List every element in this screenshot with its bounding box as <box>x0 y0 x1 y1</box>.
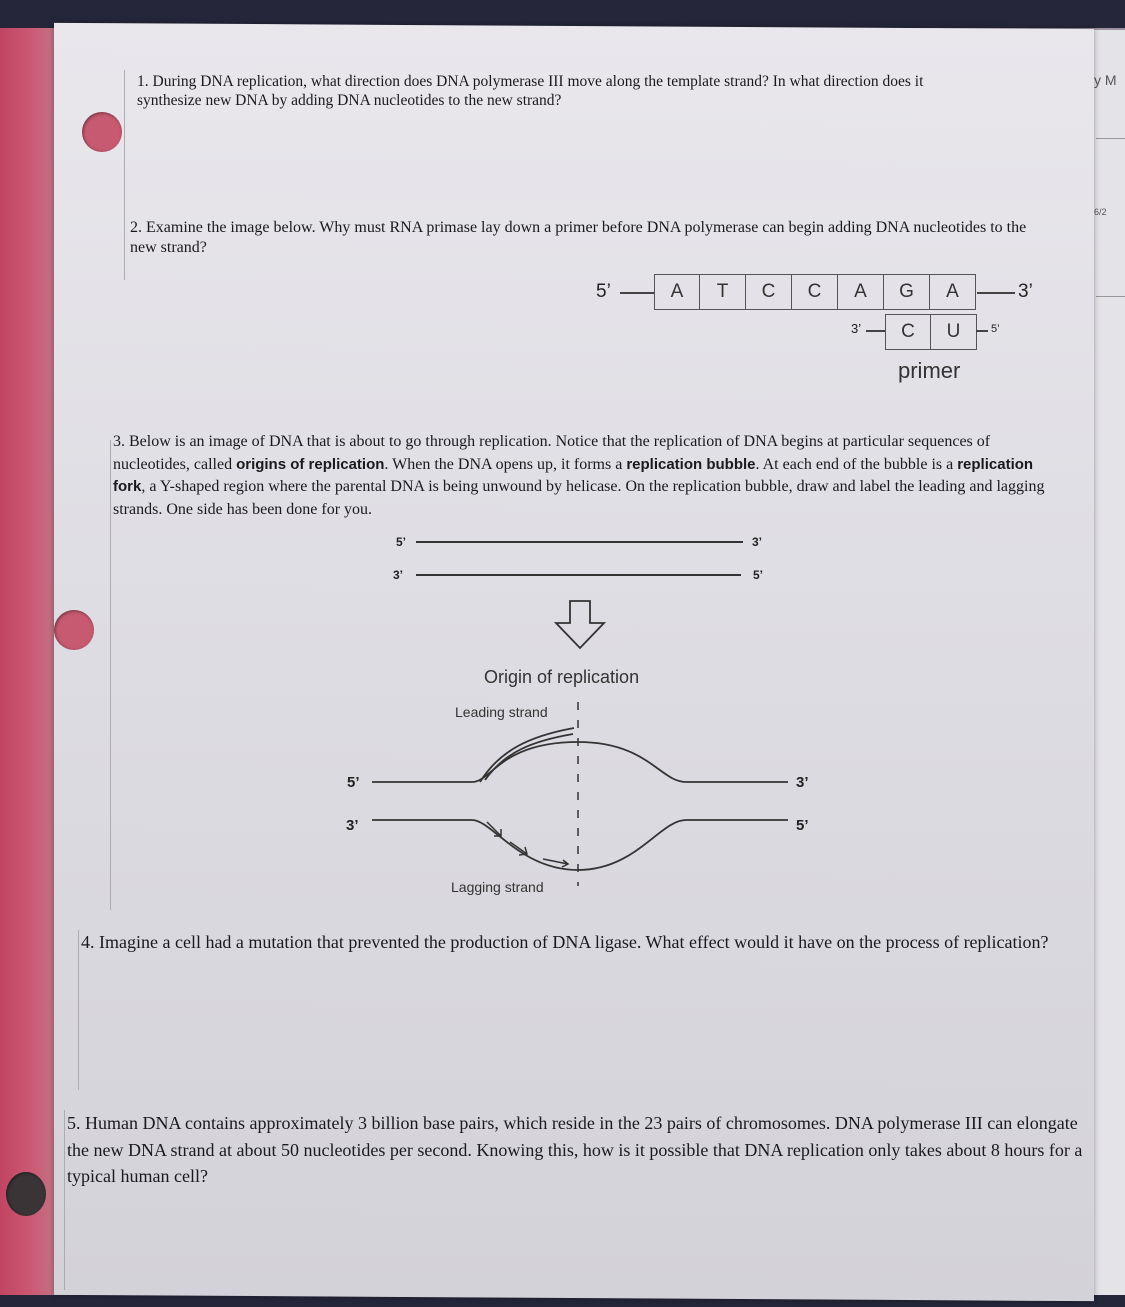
template-base: A <box>838 274 884 310</box>
bubble-top-left-strand <box>372 742 788 782</box>
dna-bottom-strand <box>416 574 741 576</box>
bubble-bottom-left-strand <box>372 820 788 870</box>
dna-bottom-5-prime: 5’ <box>753 568 764 582</box>
question-4: 4. Imagine a cell had a mutation that prevented the production of DNA ligase. What effect would it have on the process of replication? <box>81 932 1049 952</box>
q3-term-fork: replication fork <box>113 455 1034 495</box>
margin-line <box>64 1110 65 1290</box>
template-3-prime: 3’ <box>1018 281 1033 302</box>
template-base: G <box>884 274 930 310</box>
q3-text: . When the DNA opens up, it forms a <box>384 455 627 473</box>
primer-sequence <box>885 314 977 350</box>
lagging-strand-label: Lagging strand <box>451 879 544 895</box>
down-arrow-icon <box>553 599 607 651</box>
dna-bottom-3-prime: 3’ <box>393 568 404 582</box>
dna-top-strand <box>416 541 743 543</box>
template-base: T <box>700 274 746 310</box>
binder-hole <box>54 610 94 650</box>
margin-line <box>78 930 79 1090</box>
bubble-left-3-prime: 3’ <box>346 817 359 834</box>
leading-strand-label: Leading strand <box>455 704 548 720</box>
q3-text: . At each end of the bubble is a <box>755 455 958 473</box>
question-2: 2. Examine the image below. Why must RNA primase lay down a primer before DNA polymerase can begin adding DNA nucleotides to the new strand? <box>130 219 1027 256</box>
primer-5-prime: 5’ <box>991 323 1000 335</box>
bubble-right-5-prime: 5’ <box>796 817 809 834</box>
binder-hole <box>82 112 122 152</box>
primer-base: C <box>885 314 931 350</box>
side-page-line <box>1096 138 1125 139</box>
question-5: 5. Human DNA contains approximately 3 billion base pairs, which reside in the 23 pairs of chromosomes. DNA polymerase III can elongate the new DNA strand at about 50 nucleotides per second. Knowing this, how is it possible that DNA replication only takes about 8 hours for a typical human cell? <box>67 1113 1083 1186</box>
q3-text: 3. Below is an image of DNA that is about to go through replication. Notice that the replication of DNA begins at particular sequences of nucleotides, called <box>113 433 991 473</box>
template-line-right <box>977 292 1015 294</box>
template-line-left <box>620 292 655 294</box>
template-sequence <box>654 274 976 310</box>
margin-line <box>124 70 125 280</box>
binder-hole <box>6 1172 46 1216</box>
q3-term-origins: origins of replication <box>236 455 385 473</box>
origin-label: Origin of replication <box>484 667 640 687</box>
margin-line <box>110 440 111 910</box>
replication-bubble-diagram <box>360 690 800 910</box>
question-1: 1. During DNA replication, what direction does DNA polymerase III move along the template strand? In what direction does it synthesize new DNA by adding DNA nucleotides to the new strand? <box>137 73 924 110</box>
lagging-fragment-2 <box>510 842 527 855</box>
template-base: C <box>746 274 792 310</box>
primer-line-left <box>866 330 886 332</box>
primer-base: U <box>931 314 977 350</box>
lagging-fragment-3 <box>543 859 568 867</box>
template-base: C <box>792 274 838 310</box>
side-page-line <box>1096 296 1125 297</box>
template-5-prime: 5’ <box>596 281 611 302</box>
dna-top-5-prime: 5’ <box>396 535 407 549</box>
bubble-left-5-prime: 5’ <box>347 774 360 791</box>
template-base: A <box>654 274 700 310</box>
q3-term-bubble: replication bubble <box>626 455 756 473</box>
bubble-right-3-prime: 3’ <box>796 774 809 791</box>
primer-label: primer <box>898 358 961 383</box>
question-3 <box>113 431 1063 521</box>
primer-3-prime: 3’ <box>851 321 862 336</box>
primer-line-right <box>976 330 988 332</box>
side-page-text: y M <box>1094 72 1117 88</box>
side-page-date: 6/2 <box>1094 207 1107 217</box>
q3-text: , a Y-shaped region where the parental DNA is being unwound by helicase. On the replication bubble, draw and label the leading and lagging strands. One side has been done for you. <box>113 478 1045 518</box>
dna-top-3-prime: 3’ <box>752 535 763 549</box>
template-base: A <box>930 274 976 310</box>
